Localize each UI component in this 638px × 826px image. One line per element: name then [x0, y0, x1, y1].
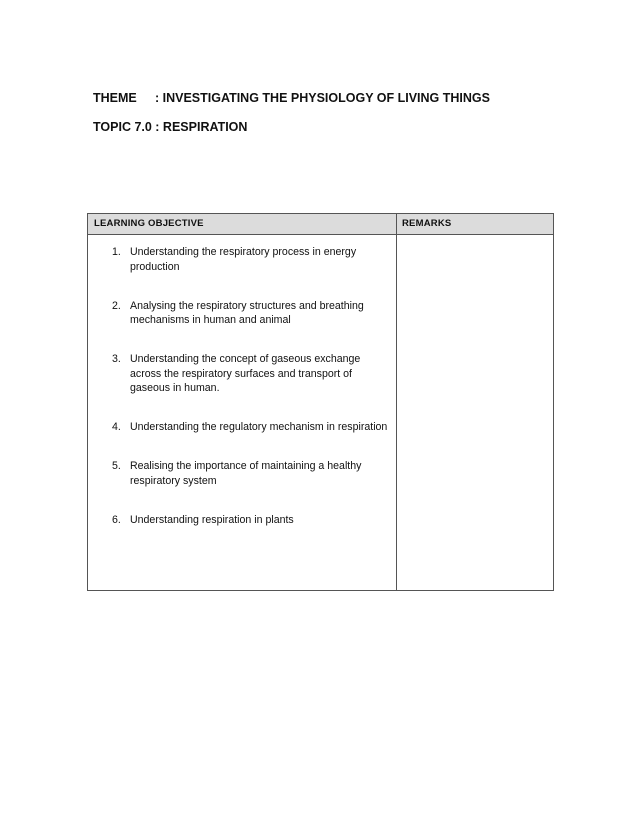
theme-value: : INVESTIGATING THE PHYSIOLOGY OF LIVING THINGS: [155, 91, 490, 105]
objective-item-1: [88, 245, 396, 274]
objective-number: 3.: [112, 353, 121, 365]
objective-item-4: [88, 420, 396, 435]
table-header-row: [88, 214, 553, 235]
objective-text: Understanding respiration in plants: [130, 513, 294, 526]
objective-text: Analysing the respiratory structures and breathing mechanisms in human and animal: [130, 299, 364, 326]
objective-number: 4.: [112, 421, 121, 433]
objective-text: Understanding the regulatory mechanism in respiration: [130, 421, 388, 433]
objective-number: 1.: [112, 246, 121, 258]
objective-text: Understanding the respiratory process in energy production: [130, 246, 357, 273]
objective-item-5: [88, 459, 396, 488]
objective-number: 2.: [112, 299, 121, 312]
theme-label: THEME: [93, 91, 137, 105]
column-header-learning-objective: LEARNING OBJECTIVE: [94, 218, 204, 229]
column-divider: [396, 214, 397, 590]
objective-item-6: [88, 513, 396, 528]
objective-number: 5.: [112, 460, 121, 472]
objective-item-2: [88, 299, 396, 328]
objective-text: Understanding the concept of gaseous exchange across the respiratory surfaces and transport of gaseous in human.: [130, 353, 361, 394]
theme-line: [93, 91, 490, 105]
objective-text: Realising the importance of maintaining a healthy respiratory system: [130, 460, 362, 487]
objective-list: [88, 245, 396, 552]
topic-heading: TOPIC 7.0 : RESPIRATION: [93, 120, 248, 134]
column-header-remarks: REMARKS: [402, 218, 452, 229]
learning-objectives-table: [87, 213, 554, 591]
objective-number: 6.: [112, 513, 121, 526]
objective-item-3: [88, 352, 396, 396]
